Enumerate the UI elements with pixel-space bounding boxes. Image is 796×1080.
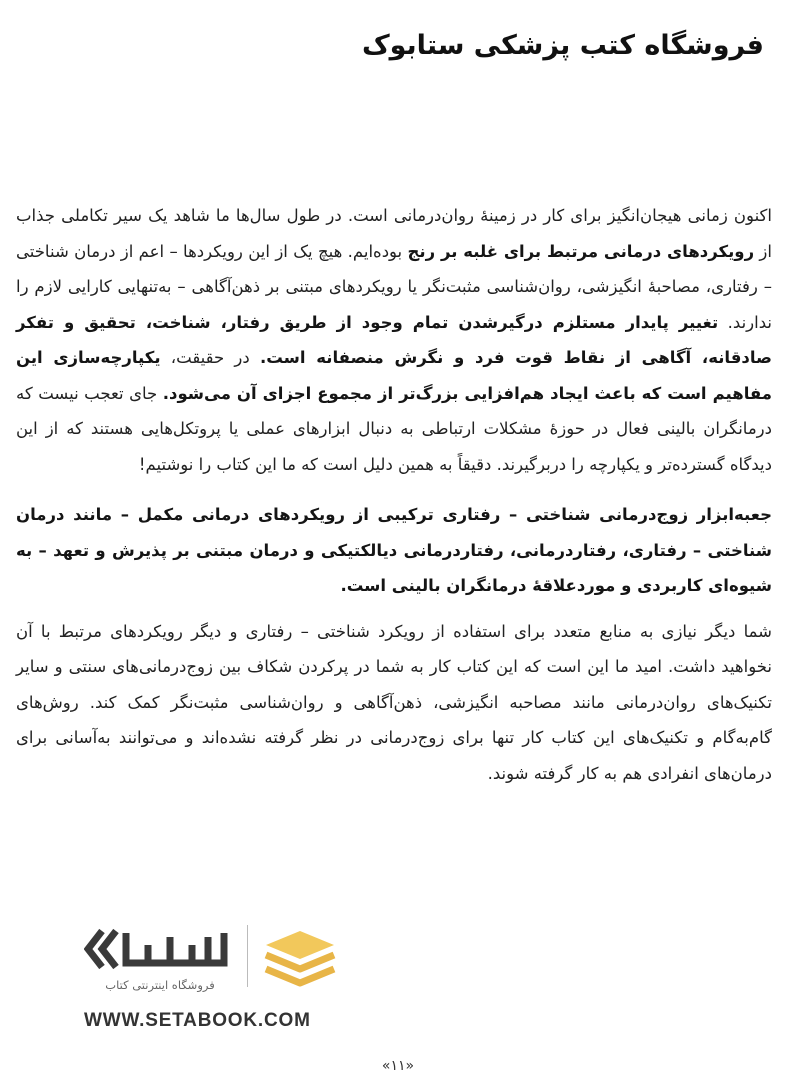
p1-seg-2: بوده‌ایم. هیچ یک از این رویکردها – اعم از درمان شناختی – رفتاری، مصاحبهٔ انگیزشی، روان‌شناسی مثبت‌نگر یا رویکردهای مبتنی بر ذهن‌آگاهی – به‌تنهایی کارایی لازم را ندارند.	[16, 241, 772, 332]
p2-seg-0: جعبه‌ابزار زوج‌درمانی شناختی – رفتاری ترکیبی از رویکردهای درمانی مکمل – مانند درمان شناختی – رفتاری، رفتاردرمانی، رفتاردرمانی دیالکتیکی و درمان مبتنی بر پذیرش و تعهد – به شیوه‌ای کاربردی و موردعلاقهٔ درمانگران بالینی است.	[16, 505, 772, 595]
p1-seg-0: اکنون زمانی هیجان‌انگیز برای کار در زمینهٔ روان‌درمانی است. در طول سال‌ها ما شاهد یک سیر تکاملی جذاب از	[16, 206, 772, 261]
logo-divider	[247, 925, 248, 987]
logo-url: WWW.SETABOOK.COM	[84, 1010, 311, 1031]
p1-seg-5: یکپارچه‌سازی این مفاهیم است که باعث ایجاد هم‌افزایی بزرگ‌تر از مجموع اجزای آن می‌شود.	[16, 348, 772, 403]
logo-tagline: فروشگاه اینترنتی کتاب	[105, 978, 215, 992]
p1-seg-4: در حقیقت،	[160, 348, 260, 367]
page-number: «۱۱»	[381, 1058, 415, 1074]
p1-seg-1: رویکردهای درمانی مرتبط برای غلبه بر رنج	[407, 241, 755, 261]
paragraph-3	[16, 614, 772, 792]
p1-seg-6: جای تعجب نیست که درمانگران بالینی فعال در حوزهٔ مشکلات ارتباطی به دنبال ابزارهای عملی یا پروتکل‌هایی هستند که از این دیدگاه گسترده‌تر و یکپارچه را دربرگیرند. دقیقاً به همین دلیل است که ما این کتاب را نوشتیم!	[16, 383, 772, 474]
paragraph-2	[16, 497, 772, 604]
p1-seg-3: تغییر پایدار مستلزم درگیرشدن تمام وجود از طریق رفتار، شناخت، تحقیق و تفکر صادقانه، آگاهی از نقاط قوت فرد و نگرش منصفانه است.	[16, 312, 773, 367]
body-text	[16, 198, 772, 791]
paragraph-1	[16, 198, 772, 482]
p3-seg-0: شما دیگر نیازی به منابع متعدد برای استفاده از رویکرد شناختی – رفتاری و دیگر رویکردهای مرتبط با آن نخواهید داشت. امید ما این است که این کتاب کار به شما در پرکردن شکاف بین زوج‌درمانی‌های سنتی و سایر تکنیک‌های روان‌درمانی مانند مصاحبه انگیزشی، ذهن‌آگاهی و روان‌شناسی مثبت‌نگر کمک کند. روش‌های گام‌به‌گام و تکنیک‌های این کتاب کار تنها برای زوج‌درمانی در نظر گرفته نشده‌اند و می‌توانند به‌آسانی برای درمان‌های انفرادی هم به کار گرفته شوند.	[16, 621, 772, 783]
book-stack-icon	[260, 925, 340, 987]
setabook-wordmark-icon	[84, 923, 234, 981]
page-header-title: فروشگاه کتب پزشکی ستابوک	[361, 30, 764, 61]
setabook-logo	[84, 915, 344, 1035]
